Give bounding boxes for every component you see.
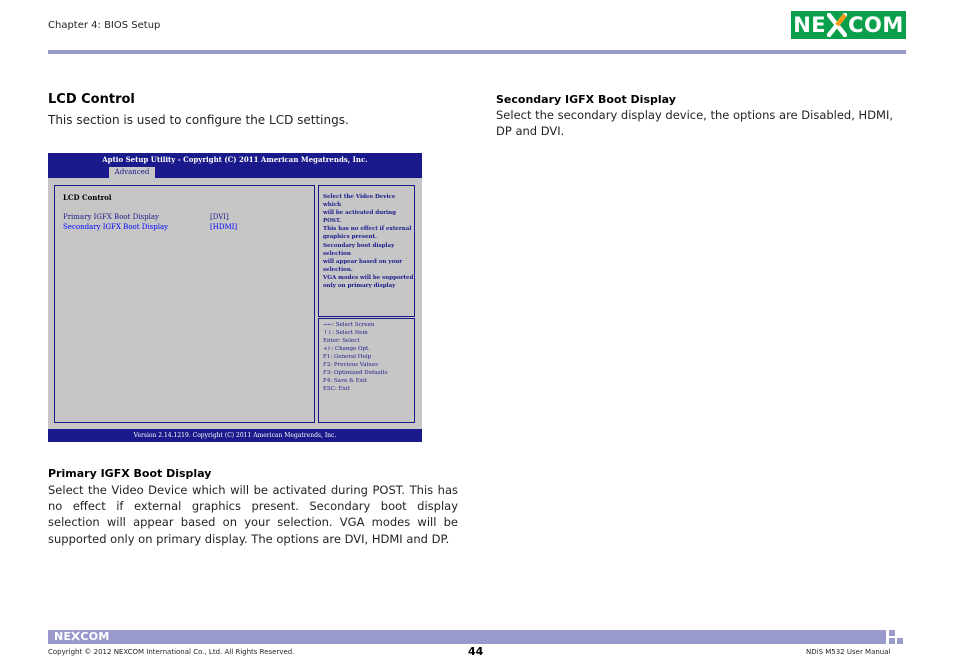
footer-square-icon [889, 630, 895, 636]
copyright-text: Copyright © 2012 NEXCOM International Co., Ltd. All Rights Reserved. [48, 648, 295, 656]
key-hint: +/-: Change Opt. [323, 346, 371, 352]
help-line: will be activated during POST. [323, 210, 396, 225]
help-line: selection. [323, 266, 353, 273]
section-text-secondary-igfx: Select the secondary display device, the options are Disabled, HDMI, DP and DVI. [496, 108, 894, 139]
help-line: VGA modes will be supported [323, 274, 414, 281]
help-line: will appear based on your [323, 258, 403, 265]
help-line: only on primary display [323, 283, 396, 290]
header-divider [48, 50, 906, 54]
footer-logo-right: COM [80, 630, 110, 643]
logo-x-icon [827, 13, 847, 37]
logo-text-right: COM [848, 13, 904, 37]
bios-heading: LCD Control [63, 193, 112, 202]
bios-item-value[interactable]: [HDMI] [210, 223, 238, 231]
key-hint: Enter: Select [323, 338, 360, 344]
manual-title: NDiS M532 User Manual [806, 648, 891, 656]
section-text-lcd-control: This section is used to configure the LCD settings. [48, 113, 349, 127]
footer-logo [54, 630, 110, 644]
key-hint: F4: Save & Exit [323, 378, 367, 384]
help-line: Select the Video Device which [323, 194, 396, 209]
section-text-primary-igfx: Select the Video Device which will be activated during POST. This has no effect if external graphics present. Secondary boot display selection will appear based on your selection. VGA modes will be supported only on primary display. The options are DVI, HDMI and DP. [48, 483, 458, 546]
logo-text-left: NE [793, 13, 827, 37]
bios-item-label: Primary IGFX Boot Display [63, 213, 159, 221]
bios-title-bar: Aptio Setup Utility - Copyright (C) 2011 American Megatrends, Inc. [48, 153, 422, 166]
footer-logo-x-icon [71, 631, 80, 641]
bios-key-legend [323, 321, 415, 393]
help-line: Secondary boot display selection [323, 242, 395, 257]
footer-bar [48, 630, 886, 644]
bios-help-text [323, 193, 415, 290]
footer-square-icon [897, 638, 903, 644]
key-hint: F2: Previous Values [323, 362, 378, 368]
bios-tab-advanced[interactable]: Advanced [109, 167, 155, 178]
key-hint: ESC: Exit [323, 386, 350, 392]
footer-logo-left: NE [54, 630, 72, 643]
chapter-title: Chapter 4: BIOS Setup [48, 20, 161, 31]
footer-square-icon [889, 638, 895, 644]
nexcom-logo [791, 11, 906, 39]
section-heading-secondary-igfx: Secondary IGFX Boot Display [496, 93, 676, 106]
bios-item-value[interactable]: [DVI] [210, 213, 229, 221]
bios-footer-bar: Version 2.14.1219. Copyright (C) 2011 American Megatrends, Inc. [48, 429, 422, 442]
help-line: graphics present. [323, 234, 377, 241]
bios-tab-bar [48, 166, 422, 178]
section-heading-lcd-control: LCD Control [48, 92, 135, 107]
bios-screenshot [48, 153, 422, 442]
section-heading-primary-igfx: Primary IGFX Boot Display [48, 467, 212, 480]
bios-item-label: Secondary IGFX Boot Display [63, 223, 169, 231]
key-hint: F1: General Help [323, 354, 372, 360]
key-hint: ↑↓: Select Item [323, 330, 368, 336]
help-line: This has no effect if external [323, 226, 412, 233]
key-hint: →←: Select Screen [323, 322, 375, 328]
key-hint: F3: Optimized Defaults [323, 370, 388, 376]
page-number: 44 [468, 645, 484, 658]
